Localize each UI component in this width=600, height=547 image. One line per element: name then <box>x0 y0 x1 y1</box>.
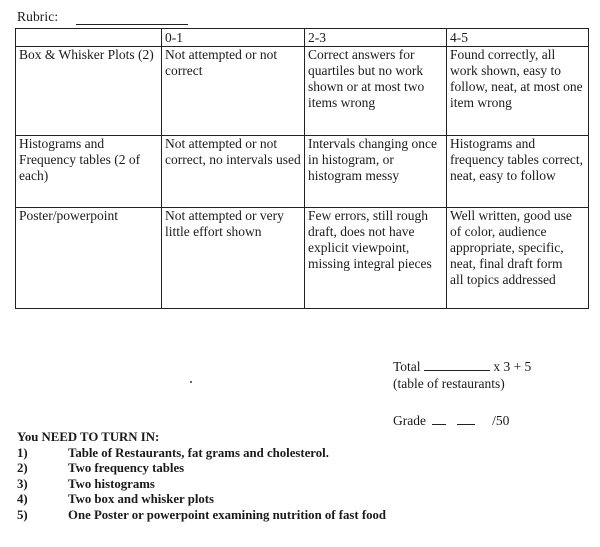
list-item-text: One Poster or powerpoint examining nutrition of fast food <box>68 507 387 522</box>
list-item-number: 1) <box>17 445 28 460</box>
cell-score-0-1: Not attempted or very little effort shown <box>162 208 305 309</box>
total-line <box>393 358 531 375</box>
grade-blank-2 <box>457 412 475 425</box>
rubric-label: Rubric: <box>17 9 59 24</box>
row-category: Box & Whisker Plots (2) <box>16 47 162 136</box>
list-item <box>17 461 386 477</box>
cell-score-4-5: Found correctly, all work shown, easy to follow, neat, at most one item wrong <box>447 47 589 136</box>
total-label: Total <box>393 359 421 374</box>
row-category: Histograms and Frequency tables (2 of each) <box>16 136 162 208</box>
cell-score-2-3: Correct answers for quartiles but no work shown or at most two items wrong <box>305 47 447 136</box>
list-item-text: Two box and whisker plots <box>68 492 215 507</box>
cell-score-2-3: Intervals changing once in histogram, or histogram messy <box>305 136 447 208</box>
rubric-table <box>15 28 589 309</box>
list-item-text: Two histograms <box>68 476 155 491</box>
row-category: Poster/powerpoint <box>16 208 162 309</box>
cell-score-4-5: Histograms and frequency tables correct, neat, easy to follow <box>447 136 589 208</box>
grade-label: Grade <box>393 413 426 428</box>
header-score-2-3: 2-3 <box>305 29 447 47</box>
turn-in-list <box>17 446 386 524</box>
cell-score-0-1: Not attempted or not correct, no intervals used <box>162 136 305 208</box>
table-row <box>16 136 589 208</box>
rubric-underline <box>76 24 188 25</box>
grade-blank-1 <box>432 412 446 425</box>
list-item <box>17 492 386 508</box>
grade-line <box>393 412 509 429</box>
list-item-number: 4) <box>17 492 28 507</box>
cell-score-4-5: Well written, good use of color, audience appropriate, specific, neat, final draft form all topics addressed <box>447 208 589 309</box>
stray-dot <box>190 381 192 383</box>
list-item-text: Table of Restaurants, fat grams and cholesterol. <box>68 445 329 460</box>
list-item-number: 3) <box>17 476 28 491</box>
header-score-4-5: 4-5 <box>447 29 589 47</box>
list-item-number: 2) <box>17 461 28 476</box>
total-formula: x 3 + 5 <box>493 359 532 374</box>
header-score-0-1: 0-1 <box>162 29 305 47</box>
list-item <box>17 508 386 524</box>
turn-in-heading: You NEED TO TURN IN: <box>17 430 160 444</box>
total-block <box>393 358 531 392</box>
header-category <box>16 29 162 47</box>
grade-out-of: /50 <box>492 413 510 428</box>
table-row <box>16 47 589 136</box>
list-item-text: Two frequency tables <box>68 461 185 476</box>
cell-score-2-3: Few errors, still rough draft, does not have explicit viewpoint, missing integral pieces <box>305 208 447 309</box>
list-item <box>17 477 386 493</box>
turn-in-section <box>17 430 386 524</box>
list-item-number: 5) <box>17 507 28 522</box>
total-blank <box>424 358 490 371</box>
cell-score-0-1: Not attempted or not correct <box>162 47 305 136</box>
table-row <box>16 208 589 309</box>
list-item <box>17 446 386 462</box>
rubric-header-row <box>16 29 589 47</box>
total-note: (table of restaurants) <box>393 376 505 391</box>
